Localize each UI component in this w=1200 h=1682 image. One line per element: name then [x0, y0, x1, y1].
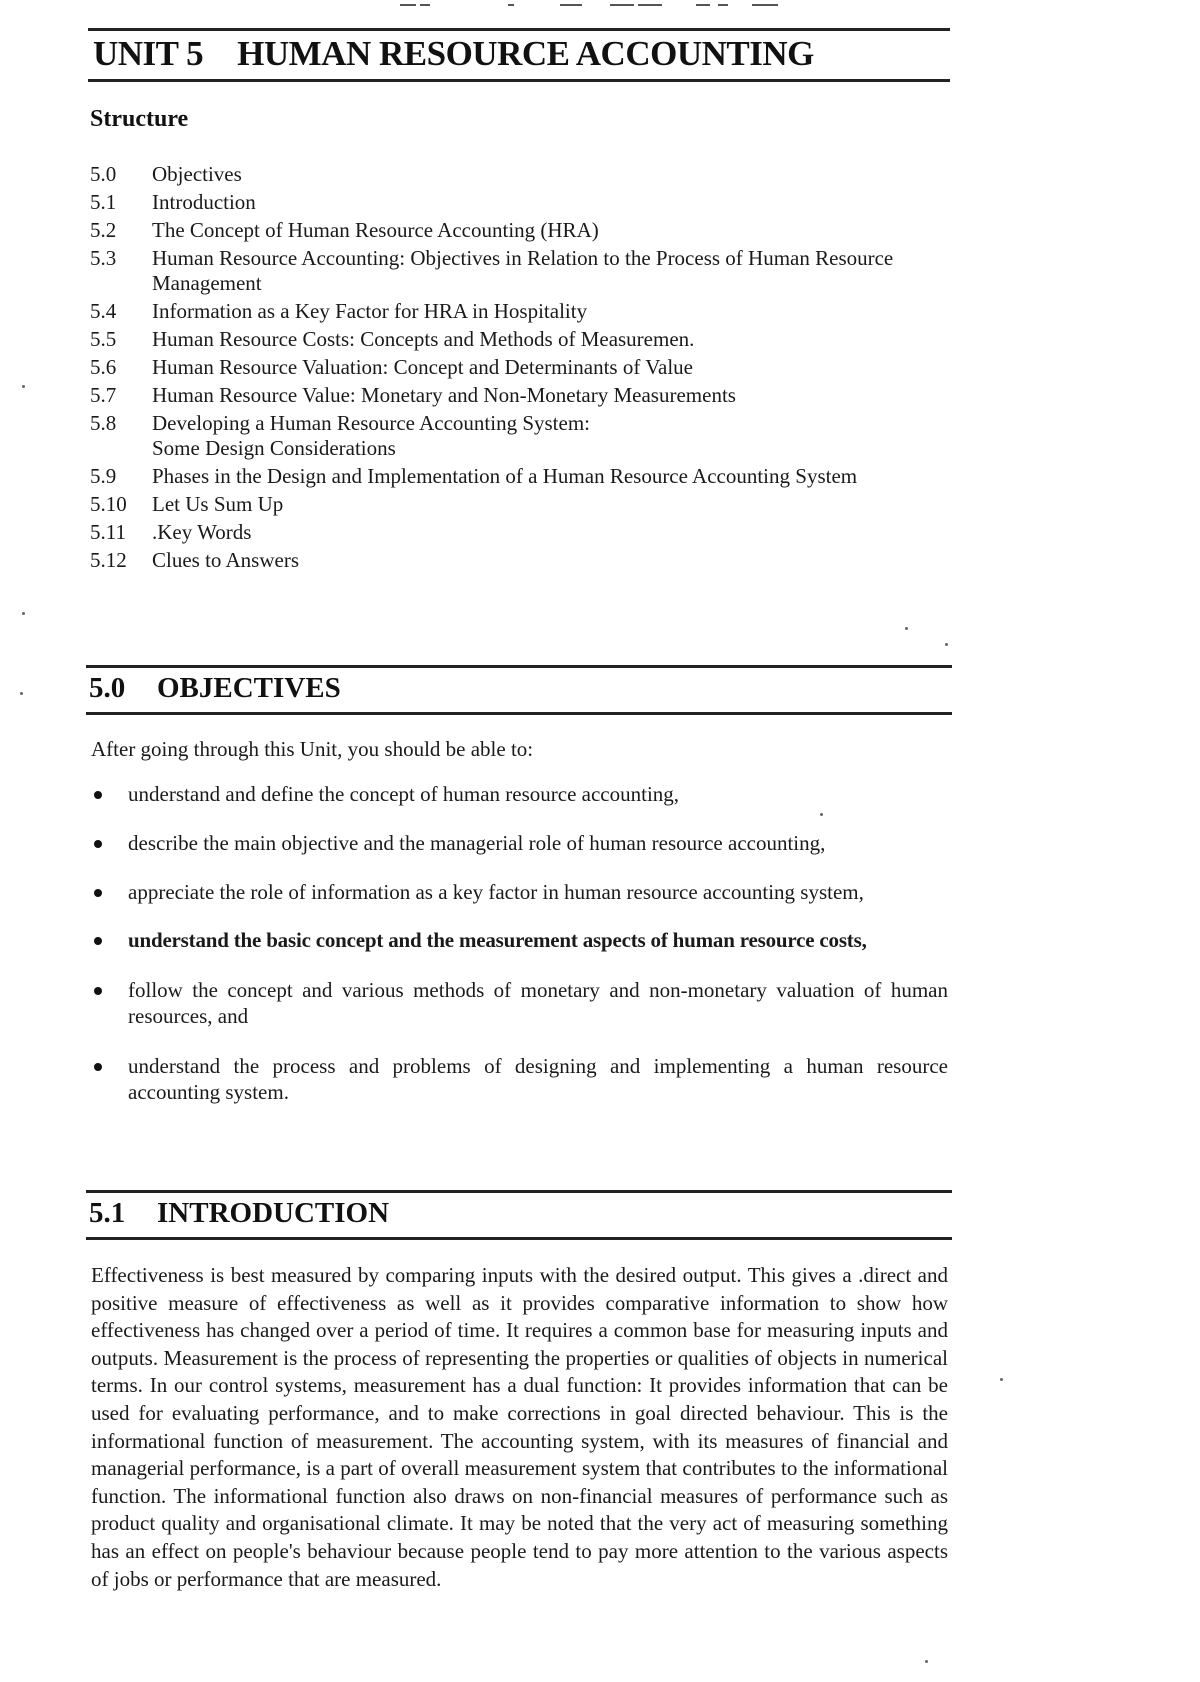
- structure-item: [90, 383, 970, 408]
- structure-item: [90, 464, 970, 489]
- structure-item-text: Objectives: [152, 162, 242, 186]
- objective-item: understand the process and problems of designing and implementing a human resource accounting system.: [91, 1053, 948, 1105]
- scan-speck: [820, 813, 823, 816]
- structure-item-text: Human Resource Valuation: Concept and Determinants of Value: [152, 355, 694, 379]
- objective-item: understand and define the concept of human resource accounting,: [91, 781, 948, 807]
- section-number: 5.0: [89, 672, 126, 704]
- structure-item: [90, 492, 970, 517]
- objective-item: describe the main objective and the managerial role of human resource accounting,: [91, 830, 948, 856]
- structure-item-text: Information as a Key Factor for HRA in Hospitality: [152, 299, 588, 323]
- scan-speck: [22, 385, 25, 388]
- scan-speck: [22, 612, 25, 615]
- objectives-heading: [86, 665, 952, 715]
- structure-item: [90, 190, 970, 215]
- structure-item: [90, 355, 970, 380]
- structure-item-text: Developing a Human Resource Accounting System: Some Design Considerations: [152, 411, 590, 460]
- structure-item-text: Clues to Answers: [152, 548, 299, 572]
- objective-item: understand the basic concept and the measurement aspects of human resource costs,: [91, 927, 948, 953]
- scan-speck: [20, 692, 23, 695]
- scan-speck: [905, 627, 908, 630]
- introduction-paragraph: Effectiveness is best measured by comparing inputs with the desired output. This gives a .direct and positive measure of effectiveness as well as it provides comparative information to show how effectiveness has changed over a period of time. It requires a common base for measuring inputs and outputs. Measurement is the process of representing the properties or qualities of objects in numerical terms. In our control systems, measurement has a dual function: It provides information that can be used for evaluating performance, and to make corrections in goal directed behaviour. This is the informational function of measurement. The accounting system, with its measures of financial and managerial performance, is a part of overall measurement system that contributes to the informational function. The informational function also draws on non-financial measures of performance such as product quality and organisational climate. It may be noted that the very act of measuring something has an effect on people's behaviour because people tend to pay more attention to the various aspects of jobs or performance that are measured.: [91, 1263, 948, 1591]
- structure-item-number: 5.0: [90, 162, 117, 186]
- structure-item-number: 5.6: [90, 355, 117, 379]
- structure-item-number: 5.9: [90, 464, 117, 488]
- structure-item-number: 5.2: [90, 218, 117, 242]
- structure-item-text: Let Us Sum Up: [152, 492, 284, 516]
- unit-title: HUMAN RESOURCE ACCOUNTING: [237, 34, 814, 73]
- structure-item-text: Human Resource Value: Monetary and Non-Monetary Measurements: [152, 383, 736, 407]
- structure-title: Structure: [90, 106, 189, 132]
- structure-item-number: 5.1: [90, 190, 117, 214]
- scan-speck: [1000, 1378, 1003, 1381]
- objective-item: follow the concept and various methods of monetary and non-monetary valuation of human resources, and: [91, 977, 948, 1029]
- structure-item-text: Human Resource Accounting: Objectives in Relation to the Process of Human Resource Management: [152, 246, 894, 295]
- objectives-lead: After going through this Unit, you should be able to:: [91, 737, 534, 761]
- structure-item-number: 5.12: [90, 548, 127, 572]
- objectives-list: [91, 781, 948, 1105]
- structure-item: [90, 548, 970, 573]
- scan-speck: [945, 643, 948, 646]
- structure-item-number: 5.8: [90, 411, 117, 435]
- structure-item-text: Human Resource Costs: Concepts and Methods of Measuremen.: [152, 327, 695, 351]
- scan-artifact-dashes: [400, 0, 820, 8]
- structure-item: [90, 162, 970, 187]
- structure-list: [90, 162, 970, 576]
- introduction-heading: [86, 1190, 952, 1240]
- structure-item: [90, 411, 970, 461]
- structure-item-number: 5.11: [90, 520, 126, 544]
- section-title: INTRODUCTION: [157, 1197, 390, 1229]
- structure-item-text: Introduction: [152, 190, 256, 214]
- objective-item: appreciate the role of information as a key factor in human resource accounting system,: [91, 879, 948, 905]
- structure-item-text: .Key Words: [152, 520, 252, 544]
- structure-item-text: The Concept of Human Resource Accounting (HRA): [152, 218, 599, 242]
- structure-item: [90, 520, 970, 545]
- structure-item-number: 5.3: [90, 246, 117, 270]
- structure-item-number: 5.7: [90, 383, 117, 407]
- structure-item: [90, 246, 970, 296]
- structure-item-number: 5.10: [90, 492, 127, 516]
- section-title: OBJECTIVES: [157, 672, 341, 704]
- structure-item-number: 5.4: [90, 299, 117, 323]
- scan-speck: [925, 1660, 928, 1663]
- unit-heading: [88, 28, 950, 82]
- structure-item: [90, 218, 970, 243]
- structure-item: [90, 327, 970, 352]
- section-number: 5.1: [89, 1197, 126, 1229]
- structure-item: [90, 299, 970, 324]
- unit-number: UNIT 5: [93, 34, 204, 73]
- structure-item-text: Phases in the Design and Implementation of a Human Resource Accounting System: [152, 464, 858, 488]
- structure-item-number: 5.5: [90, 327, 117, 351]
